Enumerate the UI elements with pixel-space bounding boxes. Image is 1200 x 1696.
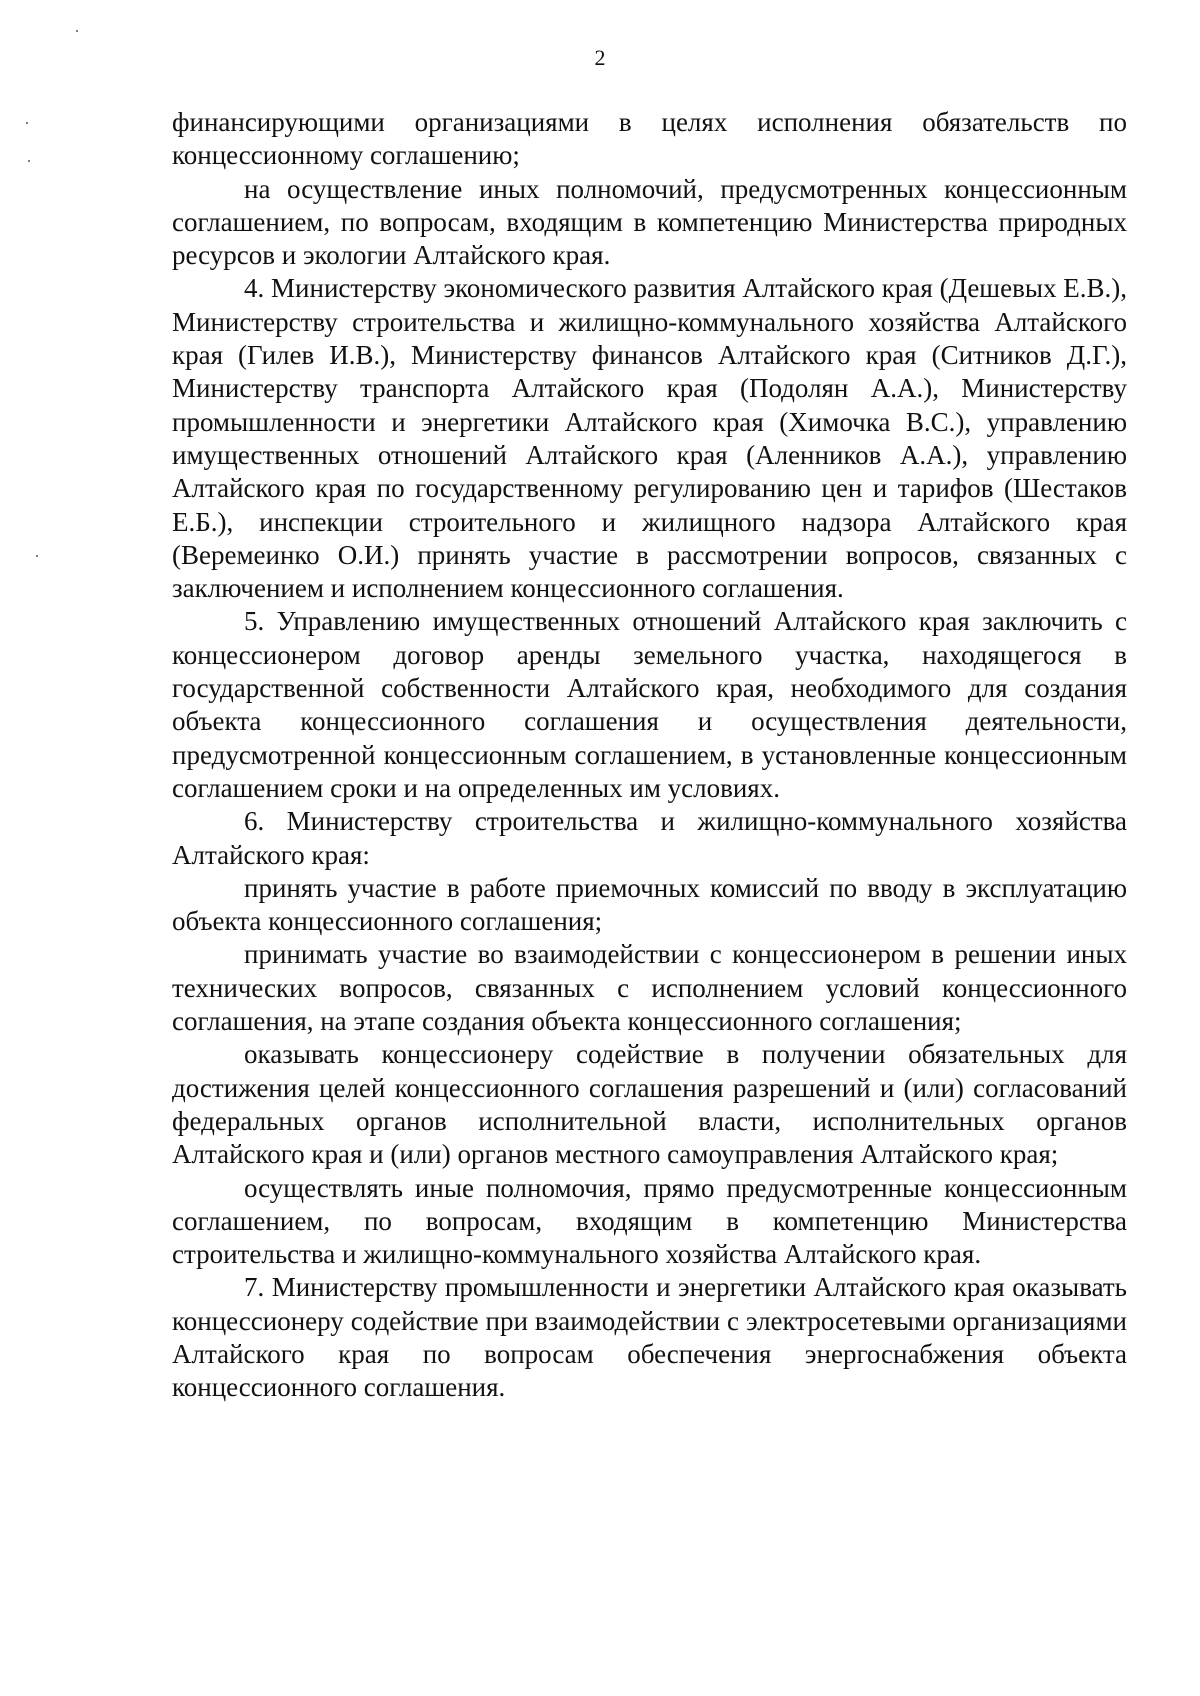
paragraph-item-6: 6. Министерству строительства и жилищно-коммунального хозяйства Алтайского края: — [172, 806, 1127, 870]
paragraph: оказывать концессионеру содействие в получении обязательных для достижения целей концессионного соглашения разрешений и (или) согласований федеральных органов исполнительной власти, исполнительных органов Алтайского края и (или) органов местного самоуправления Алтайского края; — [172, 1039, 1127, 1170]
paragraph: принять участие в работе приемочных комиссий по вводу в эксплуатацию объекта концессионного соглашения; — [172, 872, 1127, 937]
document-body — [172, 106, 1127, 1405]
scan-speck — [26, 122, 28, 124]
scan-speck — [36, 555, 38, 557]
scan-speck — [28, 160, 30, 162]
paragraph-item-7: 7. Министерству промышленности и энергетики Алтайского края оказывать концессионеру содействие при взаимодействии с электросетевыми организациями Алтайского края по вопросам обеспечения энергоснабжения объекта концессионного соглашения. — [172, 1272, 1127, 1403]
scan-speck — [76, 30, 78, 32]
paragraph: принимать участие во взаимодействии с концессионером в решении иных технических вопросов, связанных с исполнением условий концессионного соглашения, на этапе создания объекта концессионного соглашения; — [172, 939, 1127, 1037]
page-number: 2 — [594, 45, 606, 70]
paragraph: финансирующими организациями в целях исполнения обязательств по концессионному соглашению; — [172, 107, 1127, 171]
paragraph-item-5: 5. Управлению имущественных отношений Алтайского края заключить с концессионером договор аренды земельного участка, находящегося в государственной собственности Алтайского края, необходимого для создания объекта концессионного соглашения и осуществления деятельности, предусмотренной концессионным соглашением, в установленные концессионным соглашением сроки и на определенных им условиях. — [172, 606, 1127, 803]
paragraph: осуществлять иные полномочия, прямо предусмотренные концессионным соглашением, по вопросам, входящим в компетенцию Министерства строительства и жилищно-коммунального хозяйства Алтайского края. — [172, 1172, 1127, 1270]
paragraph: на осуществление иных полномочий, предусмотренных концессионным соглашением, по вопросам, входящим в компетенцию Министерства природных ресурсов и экологии Алтайского края. — [172, 173, 1127, 271]
paragraph-item-4: 4. Министерству экономического развития Алтайского края (Дешевых Е.В.), Министерству строительства и жилищно-коммунального хозяйства Алтайского края (Гилев И.В.), Министерству финансов Алтайского края (Ситников Д.Г.), Министерству транспорта Алтайского края (Подолян А.А.), Министерству промышленности и энергетики Алтайского края (Химочка В.С.), управлению имущественных отношений Алтайского края (Аленников А.А.), управлению Алтайского края по государственному регулированию цен и тарифов (Шестаков Е.Б.), инспекции строительного и жилищного надзора Алтайского края (Веремеинко О.И.) принять участие в рассмотрении вопросов, связанных с заключением и исполнением концессионного соглашения. — [172, 273, 1127, 604]
